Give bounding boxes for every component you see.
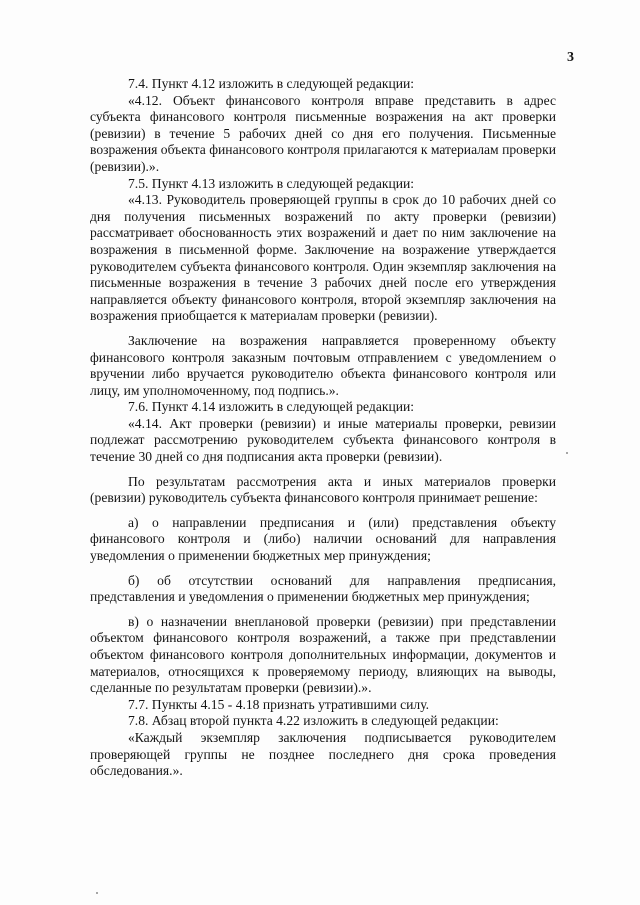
decision-item-a: а) о направлении предписания и (или) представления объекту финансового контроля и (либо) наличии оснований для направления уведомления о применении бюджетных мер принуждения; [90,514,556,564]
scan-speck [96,892,98,894]
clause-7-8-heading: 7.8. Абзац второй пункта 4.22 изложить в следующей редакции: [128,713,499,729]
clause-4-13-continuation: Заключение на возражения направляется проверенному объекту финансового контроля заказным почтовым отправлением с уведомлением о вручении либо вручается руководителю объекта финансового контроля или лицу, им уполномоченному, под подпись.». [90,332,556,398]
clause-7-7-text: 7.7. Пункты 4.15 - 4.18 признать утратившими силу. [128,696,430,712]
clause-4-14-text: «4.14. Акт проверки (ревизии) и иные материалы проверки, ревизии подлежат рассмотрению руководителем субъекта финансового контроля в течение 30 дней со дня подписания акта проверки (ревизии). [90,415,556,465]
clause-4-14-decision-intro: По результатам рассмотрения акта и иных материалов проверки (ревизии) руководитель субъекта финансового контроля принимает решение: [90,473,556,506]
decision-item-b: б) об отсутствии оснований для направления предписания, представления и уведомления о применении бюджетных мер принуждения; [90,572,556,605]
clause-7-6-heading: 7.6. Пункт 4.14 изложить в следующей редакции: [128,399,415,415]
clause-4-13-text: «4.13. Руководитель проверяющей группы в срок до 10 рабочих дней со дня получения письменных возражений по акту проверки (ревизии) рассматривает обоснованность этих возражений и дает по ним заключение на возражения в письменной форме. Заключение на возражение утверждается руководителем субъекта финансового контроля. Один экземпляр заключения на письменные возражения в течение 3 рабочих дней после его утверждения направляется объекту финансового контроля, второй экземпляр заключения на возражения приобщается к материалам проверки (ревизии). [90,192,556,324]
clause-7-5-heading: 7.5. Пункт 4.13 изложить в следующей редакции: [128,175,415,191]
clause-7-4-heading: 7.4. Пункт 4.12 изложить в следующей редакции: [128,76,415,91]
scan-speck [566,452,568,454]
clause-4-12-text: «4.12. Объект финансового контроля вправе представить в адрес субъекта финансового контроля письменные возражения на акт проверки (ревизии) в течение 5 рабочих дней со дня его получения. Письменные возражения объекта финансового контроля прилагаются к материалам проверки (ревизии).». [90,92,556,174]
page-number: 3 [567,50,574,65]
clause-4-22-text: «Каждый экземпляр заключения подписывается руководителем проверяющей группы не позднее последнего дня срока проведения обследования.». [90,729,556,779]
decision-item-v: в) о назначении внеплановой проверки (ревизии) при представлении объектом финансового контроля возражений, а также при представлении объектом финансового контроля дополнительных информации, документов и материалов, относящихся к проверяемому периоду, влияющих на выводы, сделанные по результатам проверки (ревизии).». [90,613,556,696]
document-body [90,76,556,780]
